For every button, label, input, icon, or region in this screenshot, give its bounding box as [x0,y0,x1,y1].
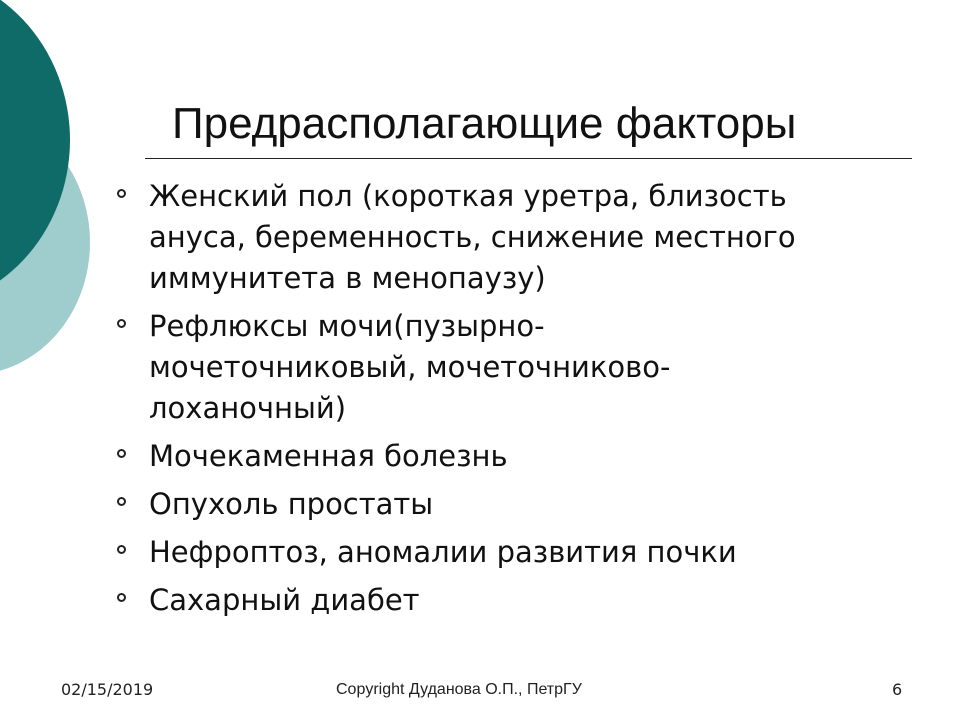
bullet-circle-icon [117,449,126,458]
bullet-item-diabetes [112,580,902,621]
page-number: 6 [892,680,903,699]
bullet-circle-icon [117,593,126,602]
bullet-item-nephroptosis [112,532,902,573]
bullet-line: лоханочный) [149,391,347,425]
bullet-line: Опухоль простаты [149,487,434,521]
footer-copyright: Copyright Дуданова О.П., ПетрГУ [336,681,582,698]
bullet-line: Рефлюксы мочи(пузырно- [149,309,545,343]
footer-date: 02/15/2019 [61,680,154,699]
bullet-list [112,176,902,628]
bullet-line: Мочекаменная болезнь [149,439,508,473]
bullet-circle-icon [117,319,126,328]
bullet-line: мочеточниковый, мочеточниково- [149,350,671,384]
bullet-line: ануса, беременность, снижение местного [149,220,796,254]
bullet-circle-icon [117,545,126,554]
title-divider [145,158,912,159]
bullet-item-female-sex [112,176,902,299]
bullet-line: иммунитета в менопаузу) [149,261,546,295]
bullet-line: Женский пол (короткая уретра, близость [149,179,787,213]
bullet-item-prostate-tumor [112,484,902,525]
bullet-item-urine-reflux [112,306,902,429]
slide-title: Предрасполагающие факторы [172,99,797,148]
bullet-circle-icon [117,189,126,198]
bullet-line: Сахарный диабет [149,583,420,617]
bullet-line: Нефроптоз, аномалии развития почки [149,535,737,569]
bullet-circle-icon [117,497,126,506]
bullet-item-kidney-stones [112,436,902,477]
